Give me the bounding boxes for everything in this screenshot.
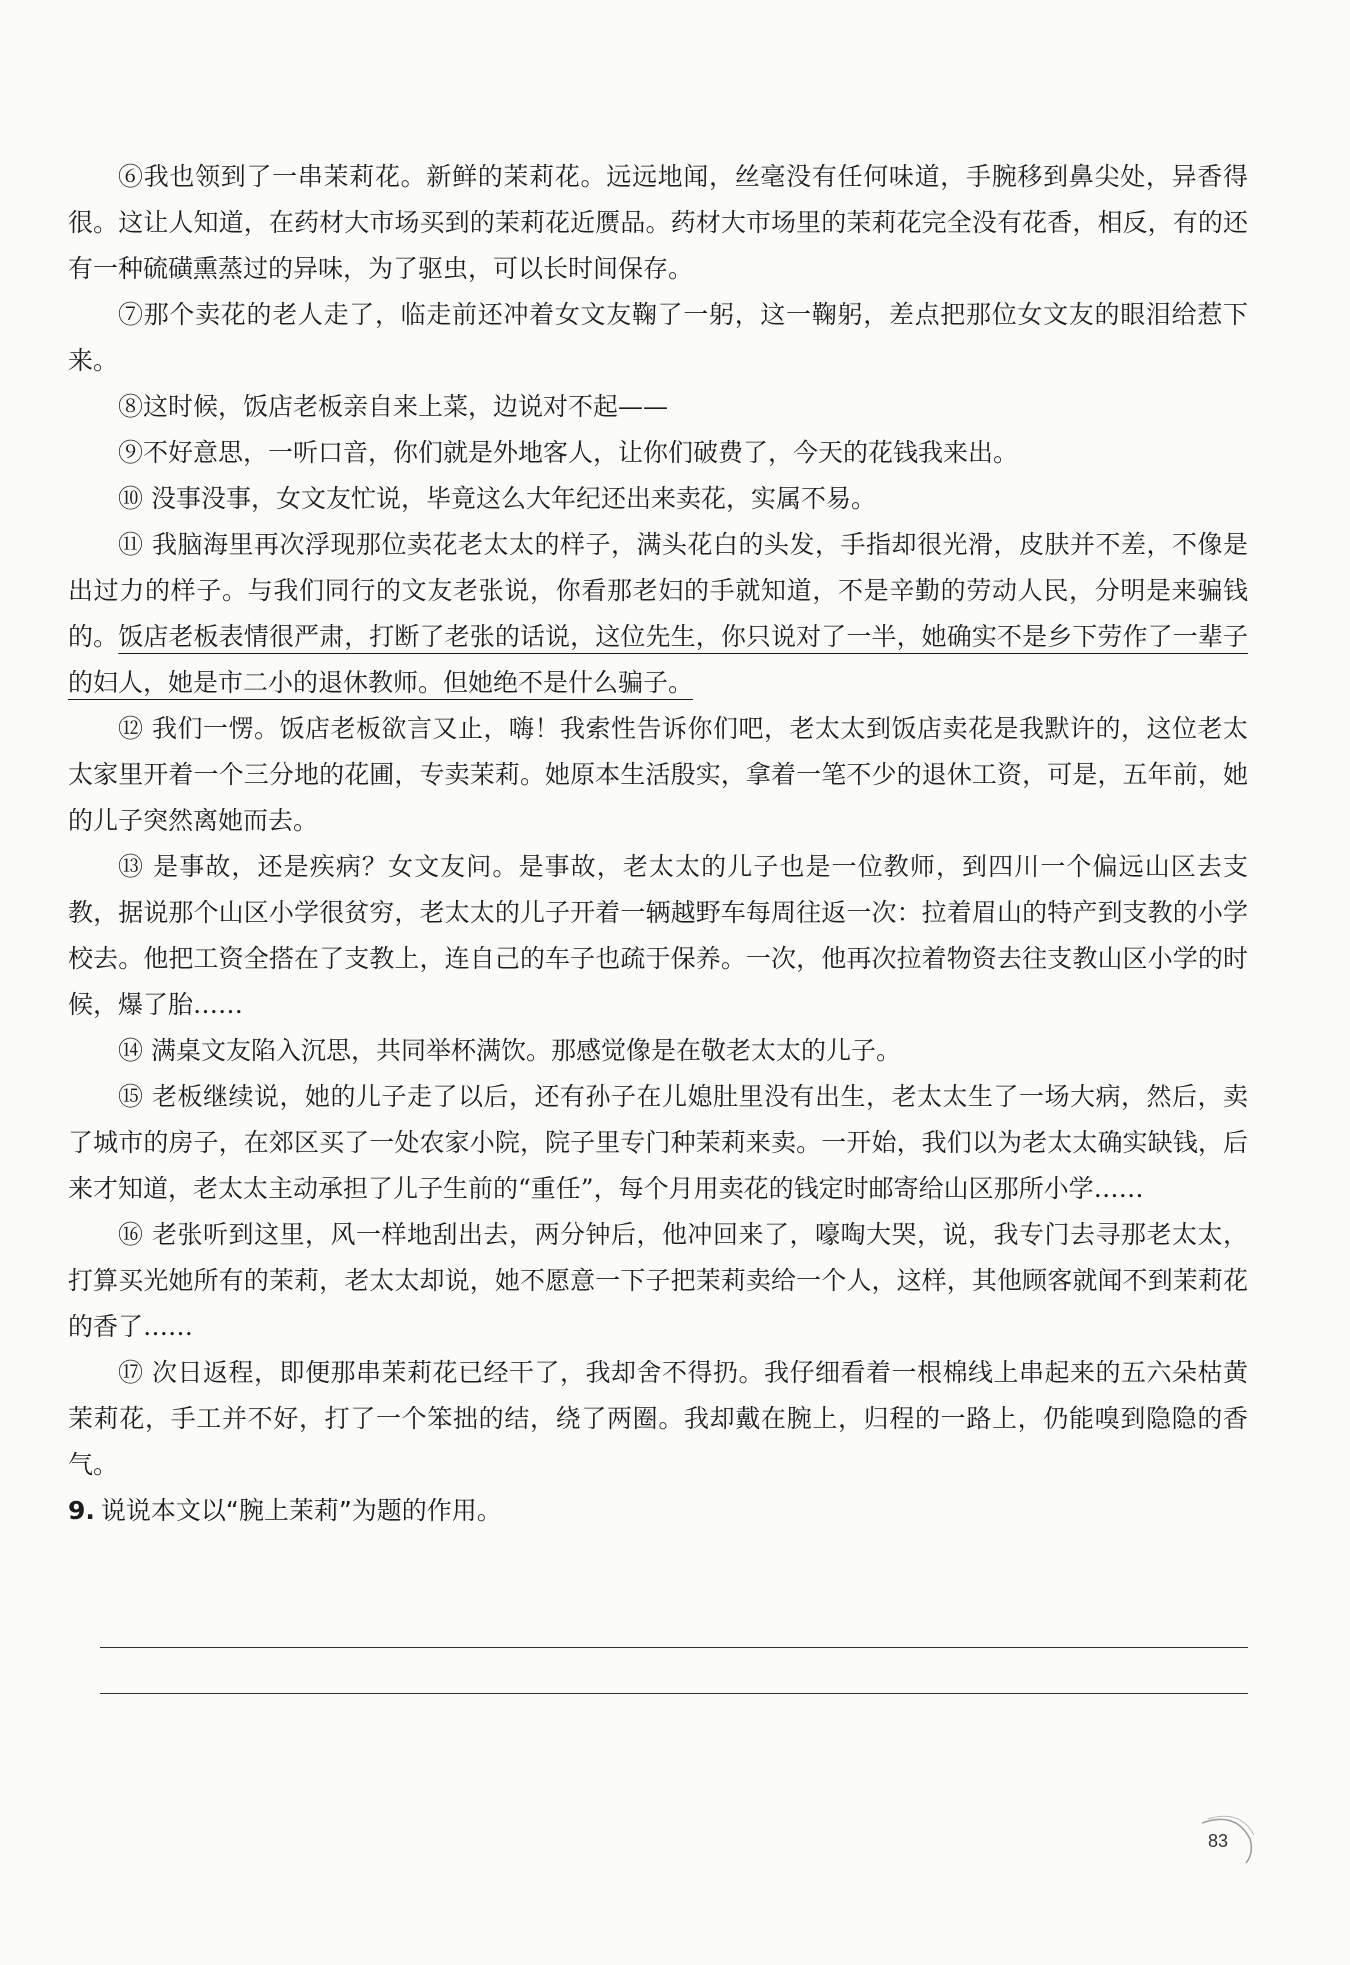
article-body (68, 154, 1248, 1534)
page-number-badge (1198, 1809, 1258, 1865)
underlined-sentence: 饭店老板表情很严肃，打断了老张的话说，这位先生，你只说对了一半，她确实不是乡下劳作了一辈子的妇人，她是市二小的退休教师。但她绝不是什么骗子。 (68, 622, 1248, 697)
paragraph-9: ⑨不好意思，一听口音，你们就是外地客人，让你们破费了，今天的花钱我来出。 (118, 438, 1019, 467)
answer-line-2[interactable] (100, 1693, 1248, 1694)
question-9 (68, 1488, 1248, 1534)
paragraph-8: ⑧这时候，饭店老板亲自来上菜，边说对不起—— (118, 392, 669, 421)
paragraph-13: ⑬ 是事故，还是疾病？女文友问。是事故，老太太的儿子也是一位教师，到四川一个偏远山区去支教，据说那个山区小学很贫穷，老太太的儿子开着一辆越野车每周往返一次：拉着眉山的特产到支教的小学校去。他把工资全搭在了支教上，连自己的车子也疏于保养。一次，他再次拉着物资去往支教山区小学的时候，爆了胎…… (68, 852, 1248, 1019)
paragraph-7: ⑦那个卖花的老人走了，临走前还冲着女文友鞠了一躬，这一鞠躬，差点把那位女文友的眼泪给惹下来。 (68, 300, 1248, 375)
question-text: 说说本文以“腕上茉莉”为题的作用。 (100, 1496, 502, 1525)
paragraph-6: ⑥我也领到了一串茉莉花。新鲜的茉莉花。远远地闻，丝毫没有任何味道，手腕移到鼻尖处，异香得很。这让人知道，在药材大市场买到的茉莉花近赝品。药材大市场里的茉莉花完全没有花香，相反，有的还有一种硫磺熏蒸过的异味，为了驱虫，可以长时间保存。 (68, 162, 1248, 283)
question-number: 9. (68, 1496, 95, 1525)
answer-line-1[interactable] (100, 1647, 1248, 1648)
paragraph-11: ⑪ 我脑海里再次浮现那位卖花老太太的样子，满头花白的头发，手指却很光滑，皮肤并不差，不像是出过力的样子。与我们同行的文友老张说，你看那老妇的手就知道，不是辛勤的劳动人民，分明是来骗钱的。饭店老板表情很严肃，打断了老张的话说，这位先生，你只说对了一半，她确实不是乡下劳作了一辈子的妇人，她是市二小的退休教师。但她绝不是什么骗子。 (68, 530, 1248, 697)
paragraph-10: ⑩ 没事没事，女文友忙说，毕竟这么大年纪还出来卖花，实属不易。 (118, 484, 876, 513)
paragraph-17: ⑰ 次日返程，即便那串茉莉花已经干了，我却舍不得扔。我仔细看着一根棉线上串起来的五六朵枯黄茉莉花，手工并不好，打了一个笨拙的结，绕了两圈。我却戴在腕上，归程的一路上，仍能嗅到隐隐的香气。 (68, 1358, 1248, 1479)
paragraph-15: ⑮ 老板继续说，她的儿子走了以后，还有孙子在儿媳肚里没有出生，老太太生了一场大病，然后，卖了城市的房子，在郊区买了一处农家小院，院子里专门种茉莉来卖。一开始，我们以为老太太确实缺钱，后来才知道，老太太主动承担了儿子生前的“重任”，每个月用卖花的钱定时邮寄给山区那所小学…… (68, 1082, 1248, 1203)
paragraph-12: ⑫ 我们一愣。饭店老板欲言又止，嗨！我索性告诉你们吧，老太太到饭店卖花是我默许的，这位老太太家里开着一个三分地的花圃，专卖茉莉。她原本生活殷实，拿着一笔不少的退休工资，可是，五年前，她的儿子突然离她而去。 (68, 714, 1248, 835)
paragraph-16: ⑯ 老张听到这里，风一样地刮出去，两分钟后，他冲回来了，嚎啕大哭，说，我专门去寻那老太太，打算买光她所有的茉莉，老太太却说，她不愿意一下子把茉莉卖给一个人，这样，其他顾客就闻不到茉莉花的香了…… (68, 1220, 1248, 1341)
paragraph-14: ⑭ 满桌文友陷入沉思，共同举杯满饮。那感觉像是在敬老太太的儿子。 (118, 1036, 901, 1065)
page-number: 83 (1208, 1831, 1229, 1851)
